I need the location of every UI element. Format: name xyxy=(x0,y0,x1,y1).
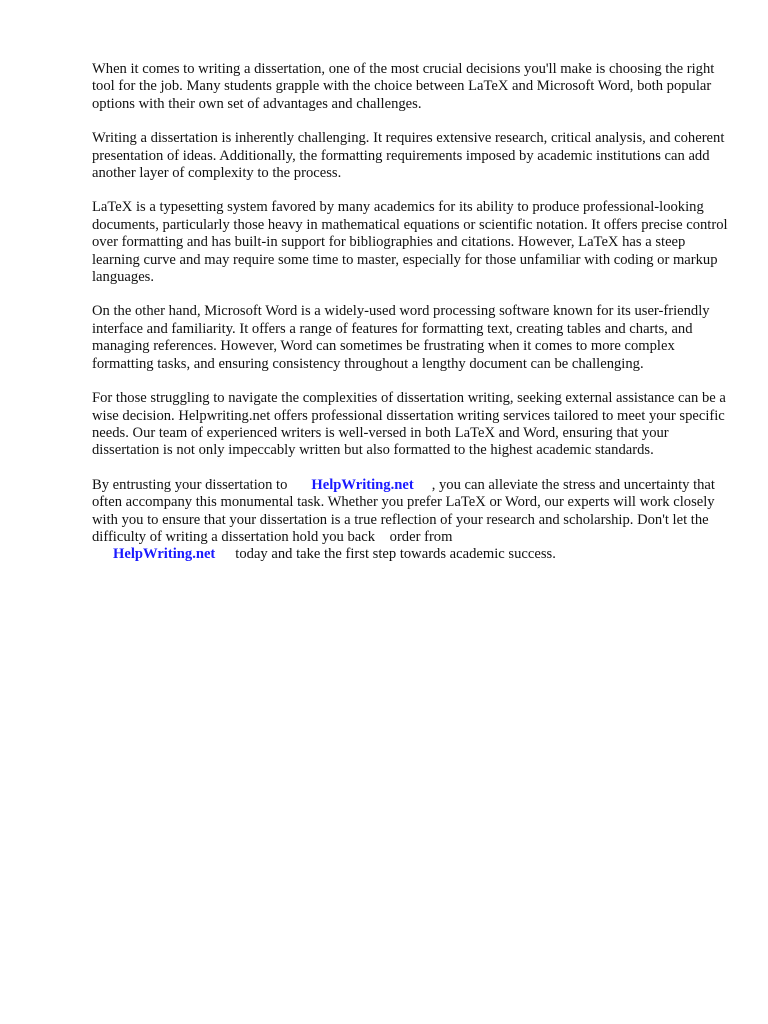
cta-text-end: today and take the first step towards academic success. xyxy=(235,546,556,563)
paragraph-latex: LaTeX is a typesetting system favored by many academics for its ability to produce professional-looking documents, particularly those heavy in mathematical equations or scientific notation. It offers precise control over formatting and has built-in support for bibliographies and citations. However, LaTeX has a steep learning curve and may require some time to master, especially for those unfamiliar with coding or markup languages. xyxy=(92,199,728,286)
paragraph-assistance: For those struggling to navigate the complexities of dissertation writing, seeking external assistance can be a wise decision. Helpwriting.net offers professional dissertation writing services tailored to meet your specific needs. Our team of experienced writers is well-versed in both LaTeX and Word, ensuring that your dissertation is not only impeccably written but also formatted to the highest academic standards. xyxy=(92,390,726,459)
document-body xyxy=(92,61,732,581)
cta-text-start: By entrusting your dissertation to xyxy=(92,476,288,493)
cta-text-order: order from xyxy=(389,528,453,545)
paragraph-challenges: Writing a dissertation is inherently challenging. It requires extensive research, critical analysis, and coherent presentation of ideas. Additionally, the formatting requirements imposed by academic institutions can add another layer of complexity to the process. xyxy=(92,130,725,182)
paragraph-call-to-action xyxy=(92,477,732,564)
cta-text-middle: , you can alleviate the stress and uncertainty that often accompany this monumental task. Whether you prefer LaTeX or Word, our experts will work closely with you to ensure that your dissertation is a true reflection of your research and scholarship. Don't let the difficulty of writing a dissertation hold you back xyxy=(92,476,715,545)
paragraph-word: On the other hand, Microsoft Word is a widely-used word processing software known for its user-friendly interface and familiarity. It offers a range of features for formatting text, creating tables and charts, and managing references. However, Word can sometimes be frustrating when it comes to more complex formatting tasks, and ensuring consistency throughout a lengthy document can be challenging. xyxy=(92,303,710,372)
helpwriting-link-1[interactable]: HelpWriting.net xyxy=(311,476,414,493)
paragraph-intro: When it comes to writing a dissertation, one of the most crucial decisions you'll make is choosing the right tool for the job. Many students grapple with the choice between LaTeX and Microsoft Word, both popular options with their own set of advantages and challenges. xyxy=(92,61,715,112)
helpwriting-link-2[interactable]: HelpWriting.net xyxy=(113,546,216,563)
